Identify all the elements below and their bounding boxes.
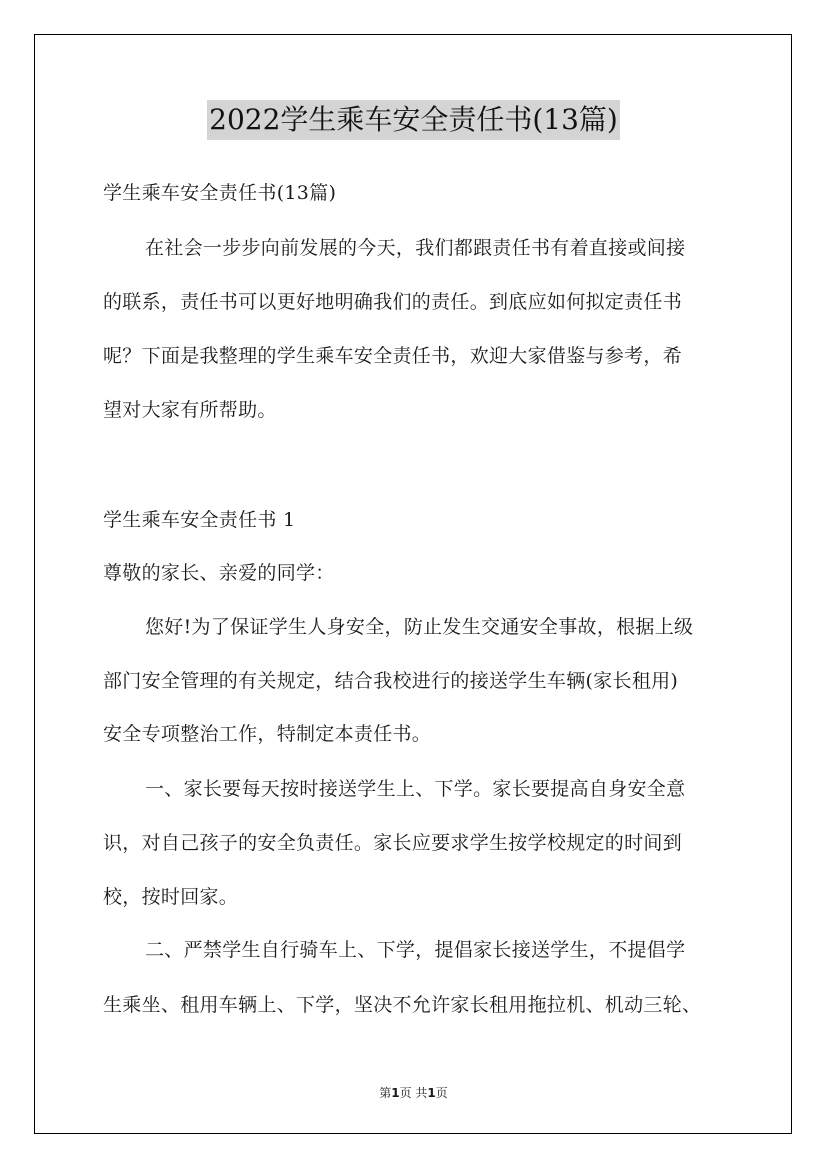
- para3-line-2: 生乘坐、租用车辆上、下学，坚决不允许家长租用拖拉机、机动三轮、: [103, 994, 702, 1016]
- subtitle: 学生乘车安全责任书(13篇): [103, 182, 337, 204]
- title-container: [0, 100, 827, 140]
- footer-page-suffix: 页: [435, 1086, 448, 1100]
- para3-line-1: 二、严禁学生自行骑车上、下学，提倡家长接送学生，不提倡学: [145, 939, 686, 961]
- salutation: 尊敬的家长、亲爱的同学：: [103, 562, 335, 584]
- document-title: 2022学生乘车安全责任书(13篇): [207, 100, 620, 140]
- intro-line-1: 在社会一步步向前发展的今天，我们都跟责任书有着直接或间接: [145, 237, 686, 259]
- intro-line-2: 的联系，责任书可以更好地明确我们的责任。到底应如何拟定责任书: [103, 291, 683, 313]
- intro-line-3: 呢？下面是我整理的学生乘车安全责任书，欢迎大家借鉴与参考，希: [103, 345, 683, 367]
- intro-line-4: 望对大家有所帮助。: [103, 399, 277, 421]
- para2-line-2: 识，对自己孩子的安全负责任。家长应要求学生按学校规定的时间到: [103, 832, 683, 854]
- para2-line-1: 一、家长要每天按时接送学生上、下学。家长要提高自身安全意: [145, 778, 686, 800]
- para1-line-2: 部门安全管理的有关规定，结合我校进行的接送学生车辆(家长租用): [103, 670, 679, 692]
- footer-page-mid: 页 共: [399, 1086, 428, 1100]
- section-title: 学生乘车安全责任书 1: [103, 509, 296, 531]
- page-footer: [0, 1084, 827, 1101]
- para2-line-3: 校，按时回家。: [103, 886, 239, 908]
- para1-line-3: 安全专项整治工作，特制定本责任书。: [103, 723, 432, 745]
- footer-page-prefix: 第: [379, 1086, 392, 1100]
- para1-line-1: 您好!为了保证学生人身安全，防止发生交通安全事故，根据上级: [145, 616, 694, 638]
- footer-total-pages: 1: [427, 1086, 436, 1100]
- footer-page-number: 1: [391, 1086, 400, 1100]
